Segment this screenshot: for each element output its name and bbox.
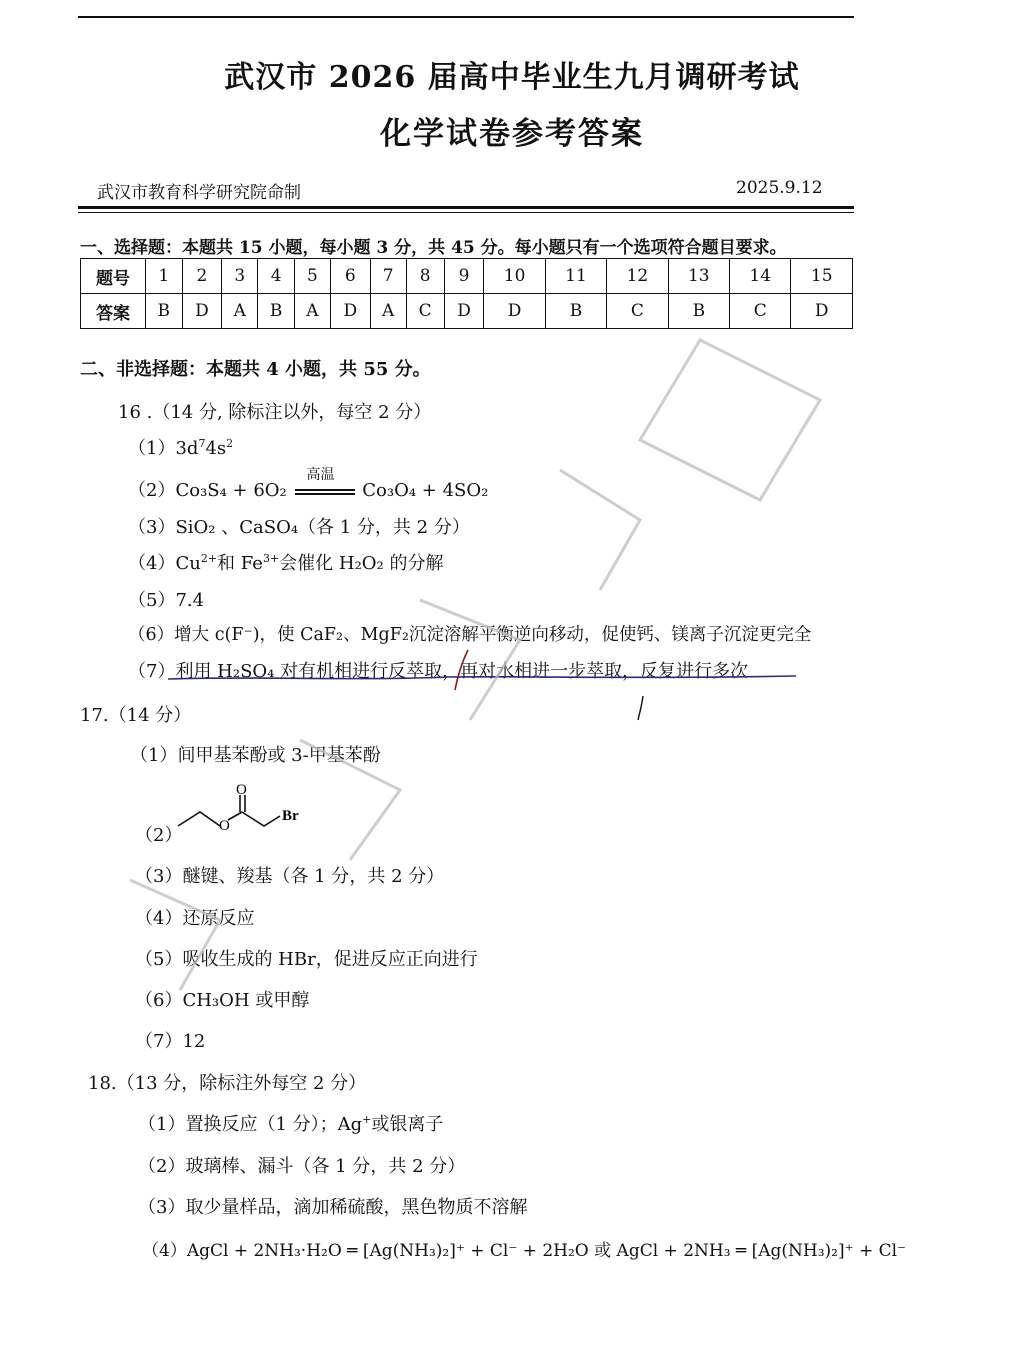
question-number: 5	[294, 259, 330, 294]
q16-a2-lhs: Co₃S₄ + 6O₂	[175, 480, 287, 501]
question-number: 3	[222, 259, 258, 294]
question-number: 14	[730, 259, 791, 294]
q16-answer-6: （6）增大 c(F⁻)，使 CaF₂、MgF₂沉淀溶解平衡逆向移动，促使钙、镁离子沉淀更完全	[128, 625, 812, 645]
q16-a1-mid: 4s	[205, 438, 227, 459]
answer-cell: D	[484, 294, 545, 329]
row-label-question: 题号	[81, 259, 146, 294]
answer-cell: D	[182, 294, 222, 329]
issuer: 武汉市教育科学研究院命制	[97, 183, 301, 203]
question-number: 4	[258, 259, 295, 294]
row-label-answer: 答案	[81, 294, 146, 329]
atom-br: Br	[282, 808, 299, 824]
bond-chain	[178, 812, 220, 826]
question-number: 9	[444, 259, 484, 294]
q16-heading: 16 .（14 分, 除标注以外，每空 2 分）	[118, 402, 432, 423]
q18-a1-label: （1）置换反应（1 分）；Ag	[138, 1114, 363, 1135]
question-number: 10	[484, 259, 545, 294]
q16-a1-label: （1）	[128, 438, 176, 459]
q16-a4-label: （4）	[128, 553, 176, 574]
reaction-arrow	[293, 467, 357, 500]
header-rule-thin	[78, 212, 854, 213]
q16-answer-3: （3）SiO₂ 、CaSO₄（各 1 分，共 2 分）	[128, 517, 470, 538]
q18-answer-1	[138, 1110, 443, 1136]
q18-heading: 18.（13 分，除标注外每空 2 分）	[88, 1073, 367, 1094]
q17-answer-4: （4）还原反应	[135, 908, 255, 929]
q18-a1-tail: 或银离子	[371, 1114, 444, 1135]
q18-answer-2: （2）玻璃棒、漏斗（各 1 分，共 2 分）	[138, 1156, 466, 1177]
q16-answer-1	[128, 434, 233, 460]
answer-cell: C	[730, 294, 791, 329]
atom-o-carbonyl: O	[236, 782, 247, 798]
table-row	[81, 259, 853, 294]
q16-a1-sup2: 2	[226, 437, 234, 450]
q16-answer-4	[128, 549, 444, 575]
q17-answer-1: （1）间甲基苯酚或 3-甲基苯酚	[130, 745, 381, 766]
q17-answer-6: （6）CH₃OH 或甲醇	[135, 990, 310, 1011]
q18-answer-3: （3）取少量样品，滴加稀硫酸，黑色物质不溶解	[138, 1197, 528, 1218]
exam-title: 武汉市 2026 届高中毕业生九月调研考试	[224, 60, 800, 95]
question-number: 15	[791, 259, 853, 294]
q16-a1-sup1: 7	[198, 437, 206, 450]
table-row	[81, 294, 853, 329]
q16-a4-p2: 和 Fe	[217, 553, 263, 574]
header-rule-thick	[78, 206, 854, 209]
q16-a4-p1: Cu	[175, 553, 201, 574]
top-rule	[78, 16, 854, 18]
q16-answer-5: （5）7.4	[128, 590, 205, 611]
answer-cell: B	[258, 294, 295, 329]
question-number: 11	[545, 259, 606, 294]
answer-cell: D	[330, 294, 370, 329]
answer-cell: A	[222, 294, 258, 329]
answer-cell: D	[791, 294, 853, 329]
q17-answer-5: （5）吸收生成的 HBr，促进反应正向进行	[135, 949, 478, 970]
pen-mark	[638, 696, 643, 720]
q17-heading: 17.（14 分）	[80, 705, 192, 726]
answer-cell: B	[545, 294, 606, 329]
q17-answer-3: （3）醚键、羧基（各 1 分，共 2 分）	[135, 866, 445, 887]
equals-bar-bottom	[295, 493, 355, 495]
q18-a1-sup: +	[362, 1113, 372, 1126]
answer-cell: A	[370, 294, 406, 329]
answer-cell: A	[294, 294, 330, 329]
structure-ethyl-bromoacetate	[170, 780, 320, 850]
q17-answer-7: （7）12	[135, 1031, 206, 1052]
answer-cell: D	[444, 294, 484, 329]
question-number: 2	[182, 259, 222, 294]
q16-answer-2	[128, 467, 489, 502]
q18-answer-4: （4）AgCl + 2NH₃·H₂O ═ [Ag(NH₃)₂]⁺ + Cl⁻ + 2H₂O 或 AgCl + 2NH₃ ═ [Ag(NH₃)₂]⁺ + Cl⁻	[142, 1241, 907, 1261]
answer-table	[80, 258, 853, 329]
q16-a4-s2: 3+	[262, 552, 280, 565]
question-number: 8	[406, 259, 444, 294]
q16-a2-rhs: Co₃O₄ + 4SO₂	[362, 480, 489, 501]
q16-a4-p3: 会催化 H₂O₂ 的分解	[279, 553, 444, 574]
q16-a4-s1: 2+	[200, 552, 218, 565]
q17-answer-2-label: （2）	[135, 825, 183, 846]
issue-date: 2025.9.12	[736, 178, 823, 198]
atom-o-ester: O	[219, 818, 230, 834]
question-number: 6	[330, 259, 370, 294]
question-number: 1	[146, 259, 183, 294]
section1-heading: 一、选择题：本题共 15 小题，每小题 3 分，共 45 分。每小题只有一个选项符合题目要求。	[80, 238, 787, 258]
answer-cell: B	[668, 294, 729, 329]
answer-cell: C	[406, 294, 444, 329]
equals-bar-top	[295, 489, 355, 491]
q16-a1-base: 3d	[175, 438, 199, 459]
question-number: 12	[607, 259, 668, 294]
q16-a2-label: （2）	[128, 480, 176, 501]
reaction-condition: 高温	[306, 467, 335, 483]
answer-key-title: 化学试卷参考答案	[380, 116, 644, 152]
q16-answer-7: （7）利用 H₂SO₄ 对有机相进行反萃取，再对水相进一步萃取，反复进行多次	[128, 661, 749, 682]
answer-cell: C	[607, 294, 668, 329]
question-number: 13	[668, 259, 729, 294]
bond-o-carbonyl	[228, 812, 242, 820]
bond-ch2-br	[242, 812, 280, 826]
question-number: 7	[370, 259, 406, 294]
answer-cell: B	[146, 294, 183, 329]
section2-heading: 二、非选择题：本题共 4 小题，共 55 分。	[80, 359, 431, 380]
